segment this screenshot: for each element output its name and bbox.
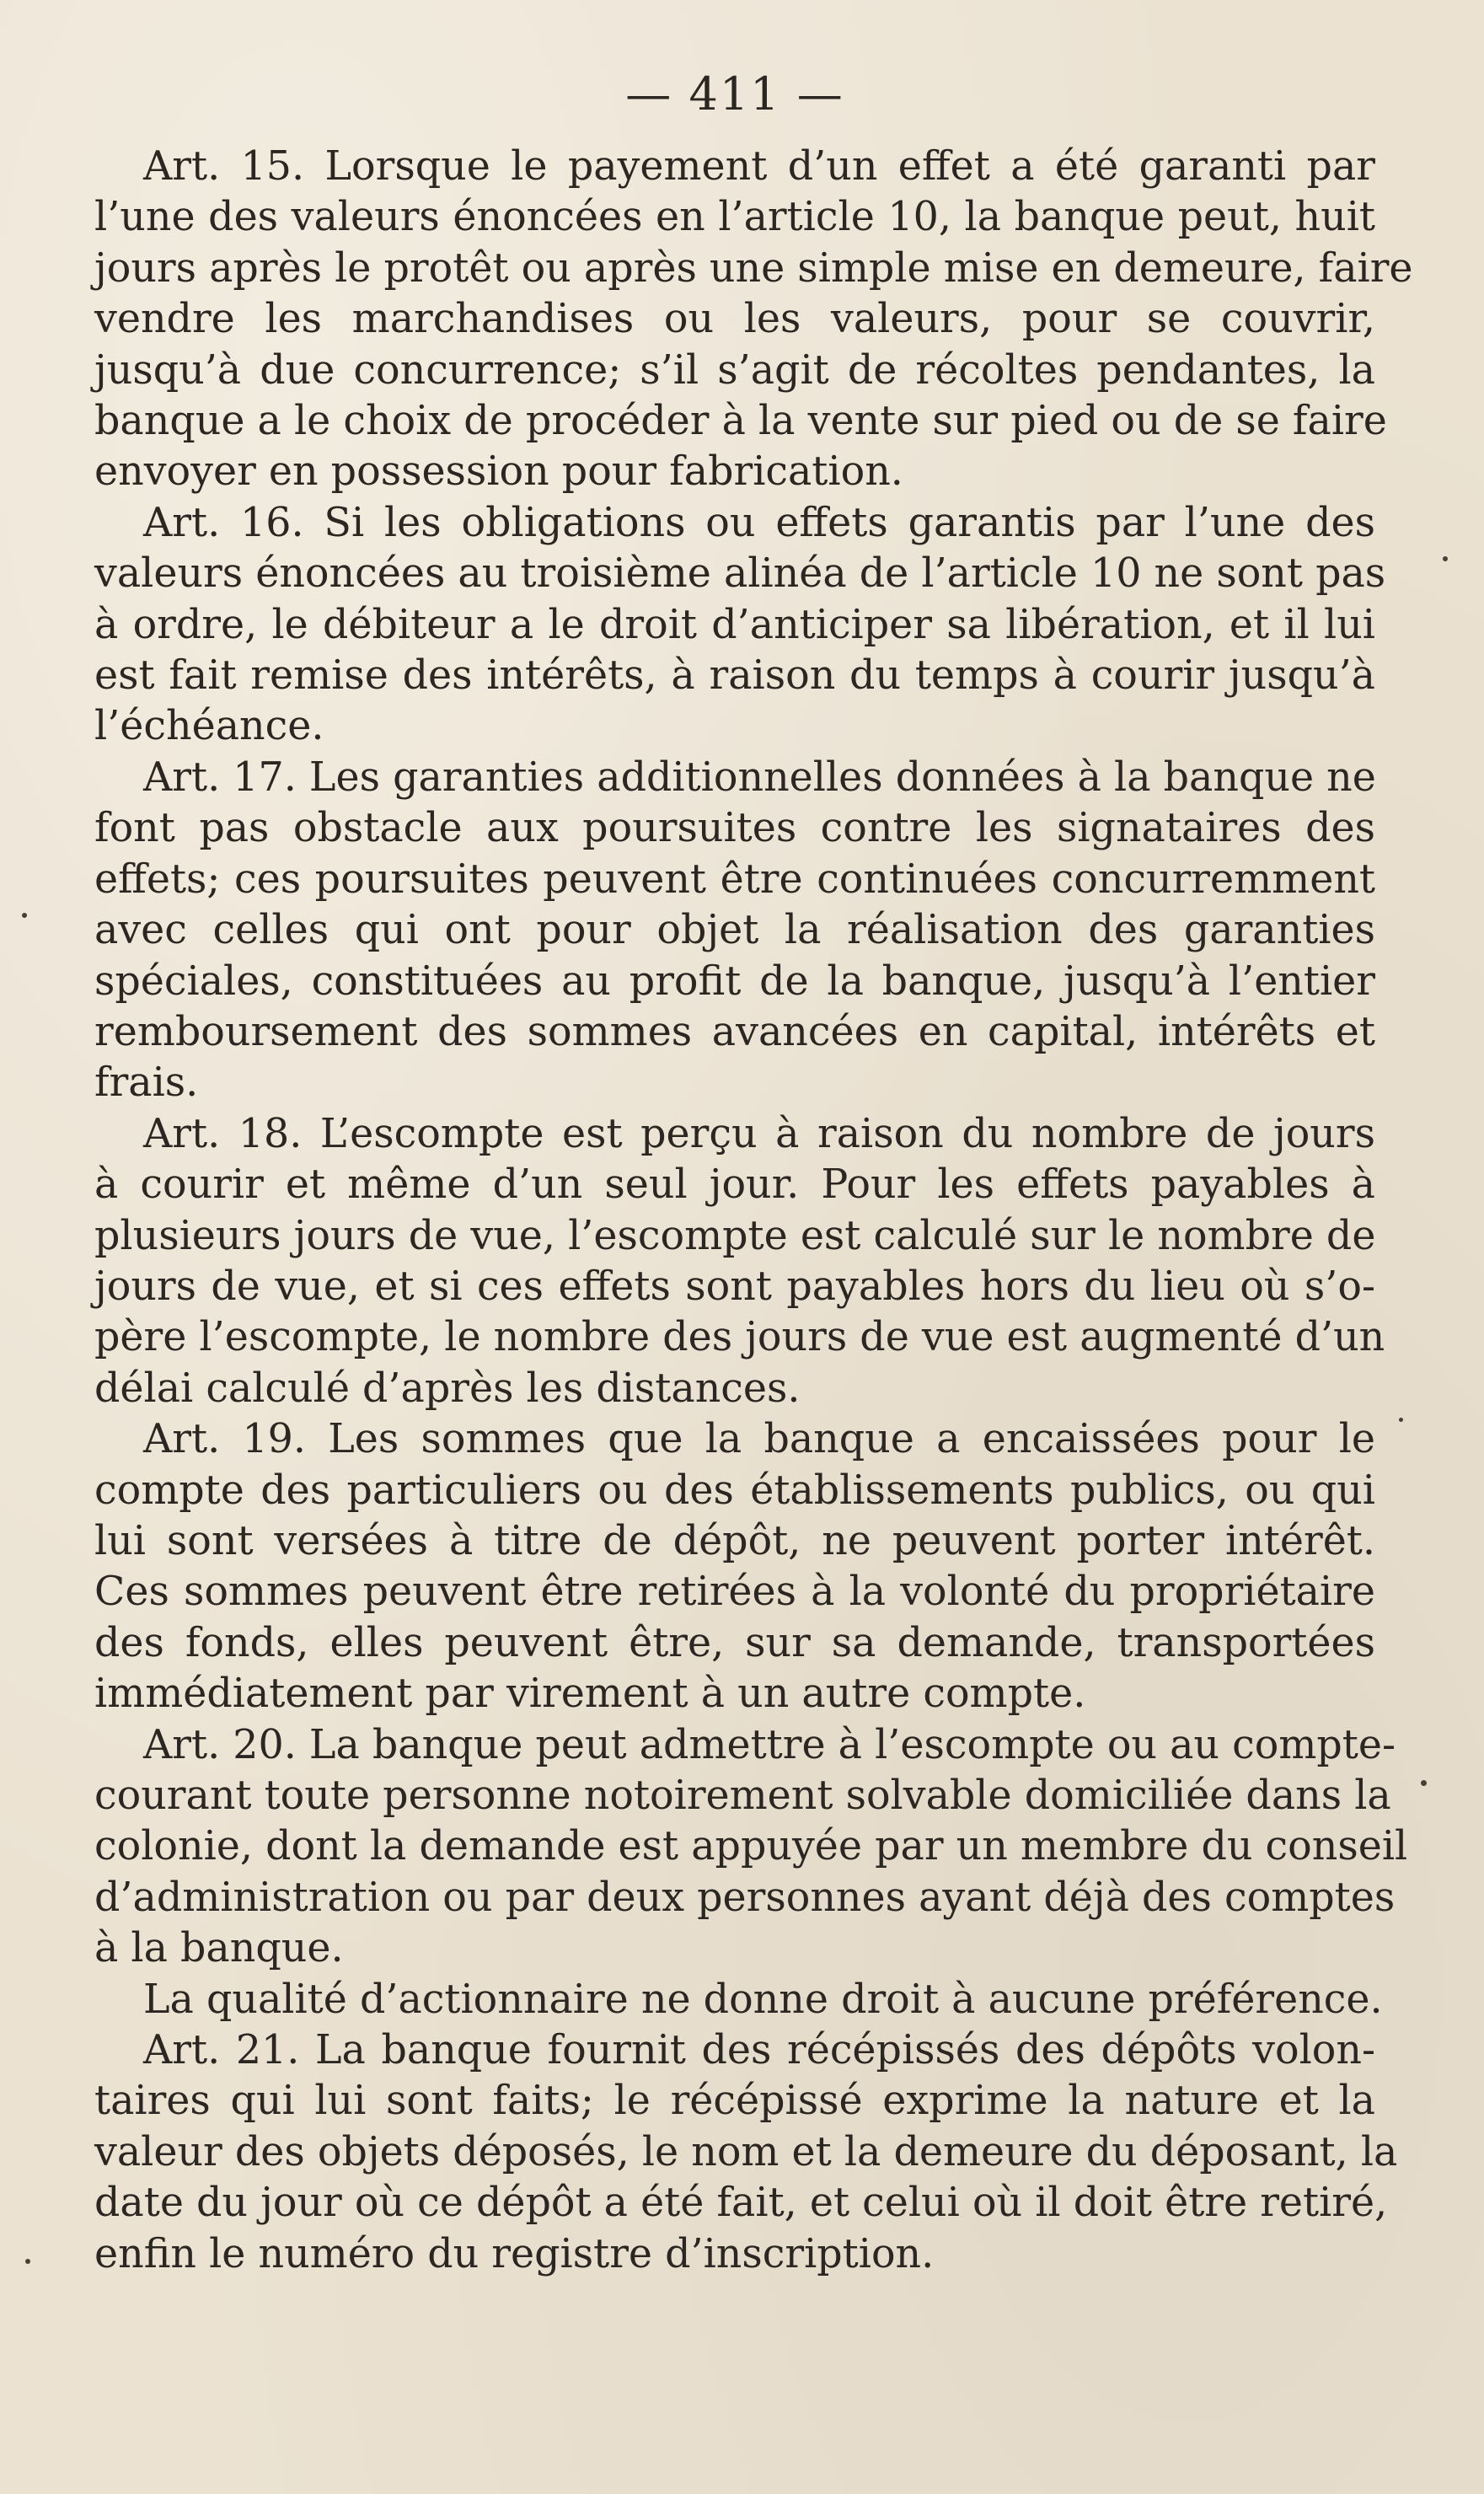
text-line: l’échéance. [94, 703, 324, 750]
paragraph [94, 1109, 1385, 1414]
text-line: Ces sommes peuvent être retirées à la volonté du propriétaire [94, 1569, 1375, 1616]
text-line: jours après le protêt ou après une simple mise en demeure, faire [94, 244, 1413, 292]
text-line: enfin le numéro du registre d’inscription. [94, 2230, 935, 2277]
ink-speck [1399, 1418, 1403, 1422]
text-line: délai calculé d’après les distances. [94, 1365, 801, 1412]
text-line: valeurs énoncées au troisième alinéa de l’article 10 ne sont pas [94, 550, 1386, 598]
text-line: d’administration ou par deux personnes ayant déjà des comptes [94, 1874, 1396, 1921]
text-line: Art. 21. La banque fournit des récépissés des dépôts volon- [143, 2027, 1375, 2074]
page-number: — 411 — [625, 67, 844, 121]
text-line: immédiatement par virement à un autre compte. [94, 1671, 1086, 1718]
book-page [94, 59, 1413, 2280]
text-line: Art. 20. La banque peut admettre à l’escompte ou au compte- [143, 1721, 1396, 1768]
ink-speck [1421, 1780, 1427, 1786]
text-line: l’une des valeurs énoncées en l’article 10, la banque peut, huit [94, 194, 1375, 241]
paragraph [94, 753, 1375, 1109]
text-line: font pas obstacle aux poursuites contre les signataires des [94, 805, 1375, 852]
text-line: vendre les marchandises ou les valeurs, pour se couvrir, [94, 296, 1375, 343]
text-line: à courir et même d’un seul jour. Pour les effets payables à [94, 1161, 1375, 1209]
text-line: effets; ces poursuites peuvent être continuées concurremment [94, 855, 1375, 903]
text-line: Art. 18. L’escompte est perçu à raison du nombre de jours [143, 1110, 1375, 1157]
paragraph [94, 142, 1413, 498]
text-line: date du jour où ce dépôt a été fait, et celui où il doit être retiré, [94, 2180, 1388, 2227]
text-line: Art. 16. Si les obligations ou effets garantis par l’une des [143, 499, 1375, 546]
text-line: Art. 17. Les garanties additionnelles données à la banque ne [143, 754, 1376, 801]
ink-speck [22, 913, 27, 918]
paragraph [94, 1720, 1408, 1975]
text-line: taires qui lui sont faits; le récépissé exprime la nature et la [94, 2078, 1375, 2125]
ink-speck [25, 2259, 30, 2264]
paragraph [94, 1414, 1375, 1719]
text-line: avec celles qui ont pour objet la réalisation des garanties [94, 907, 1375, 954]
text-line: remboursement des sommes avancées en capital, intérêts et [94, 1008, 1375, 1055]
paragraph [94, 498, 1386, 753]
text-line: à ordre, le débiteur a le droit d’anticiper sa libération, et il lui [94, 601, 1375, 648]
text-line: Art. 19. Les sommes que la banque a encaissées pour le [143, 1416, 1375, 1463]
text-line: jusqu’à due concurrence; s’il s’agit de récoltes pendantes, la [94, 346, 1375, 394]
text-line: valeur des objets déposés, le nom et la demeure du déposant, la [94, 2128, 1398, 2175]
text-line: frais. [94, 1059, 199, 1107]
text-line: des fonds, elles peuvent être, sur sa demande, transportées [94, 1619, 1375, 1666]
text-line: colonie, dont la demande est appuyée par un membre du conseil [94, 1823, 1408, 1870]
text-line: jours de vue, et si ces effets sont payables hors du lieu où s’o- [94, 1263, 1375, 1310]
text-line: spéciales, constituées au profit de la banque, jusqu’à l’entier [94, 957, 1375, 1005]
paragraph [94, 2025, 1398, 2280]
text-line: La qualité d’actionnaire ne donne droit à aucune préférence. [143, 1976, 1383, 2023]
ink-speck [1443, 556, 1448, 561]
text-line: lui sont versées à titre de dépôt, ne peuvent porter intérêt. [94, 1517, 1375, 1564]
text-line: à la banque. [94, 1925, 344, 1972]
text-line: plusieurs jours de vue, l’escompte est calculé sur le nombre de [94, 1212, 1376, 1259]
paragraph [94, 1975, 1383, 2025]
text-line: banque a le choix de procéder à la vente sur pied ou de se faire [94, 398, 1387, 445]
text-line: père l’escompte, le nombre des jours de vue est augmenté d’un [94, 1314, 1385, 1361]
text-line: envoyer en possession pour fabrication. [94, 448, 903, 496]
text-line: Art. 15. Lorsque le payement d’un effet a été garanti par [143, 143, 1375, 190]
text-line: courant toute personne notoirement solvable domiciliée dans la [94, 1773, 1391, 1819]
text-line: est fait remise des intérêts, à raison du temps à courir jusqu’à [94, 652, 1375, 700]
text-line: compte des particuliers ou des établissements publics, ou qui [94, 1467, 1375, 1514]
page-text [94, 142, 1413, 2280]
